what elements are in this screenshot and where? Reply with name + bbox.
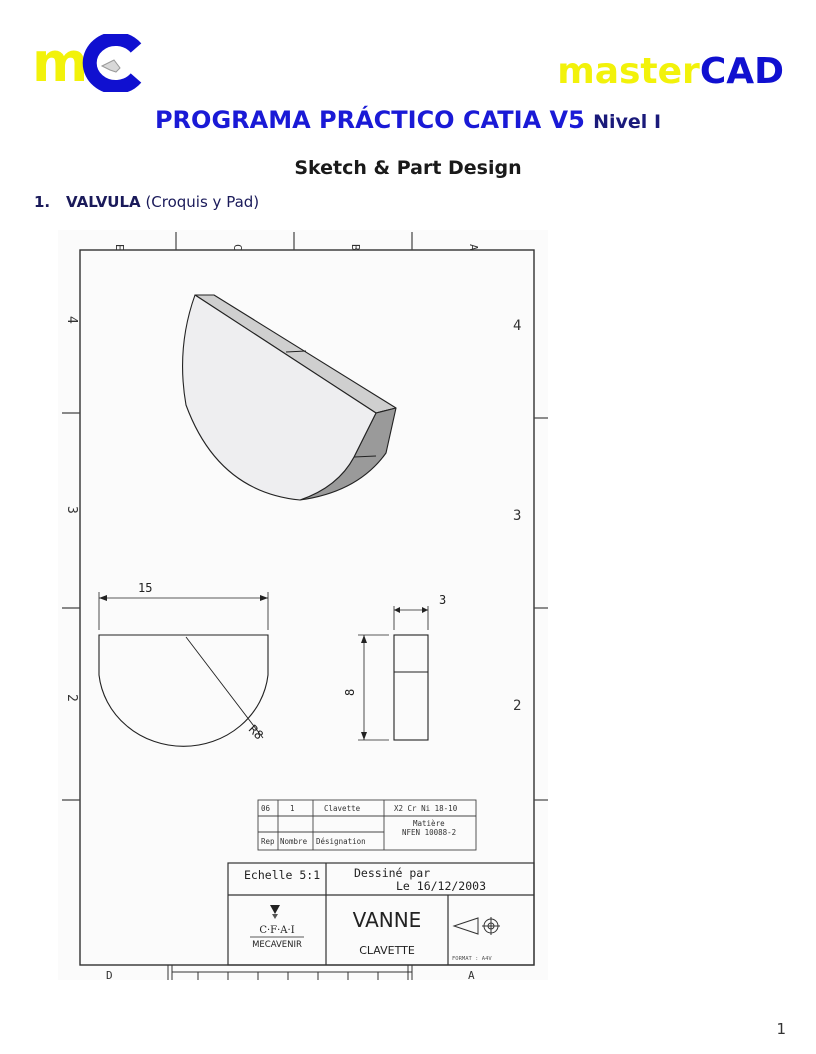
border-number-right-3: 3 [513,508,522,524]
dim-height-label: 8 [343,688,357,696]
bom-header-rep: Rep [261,837,275,846]
border-letter-top-3: B [349,244,362,251]
section-number: 1. [34,193,51,211]
part-name: CLAVETTE [359,944,415,957]
bom-material-label: Matière [413,819,445,828]
logo-c-icon [80,34,146,92]
dim-thickness-label: 3 [439,593,447,607]
section-note: (Croquis y Pad) [145,193,260,211]
dim-radius-label: R8 [245,722,266,743]
company-subname: MECAVENIR [252,940,302,950]
border-letter-bottom-2: A [468,969,475,980]
border-letter-top-1: E [113,244,126,251]
bom-header-designation: Désignation [316,837,366,846]
logo-cad-text: CAD [699,51,784,92]
mc-logo [32,28,162,98]
border-letter-top-4: A [467,244,480,251]
bom-material-value: X2 Cr Ni 18-10 [394,804,458,813]
dim-width-label: 15 [138,581,153,595]
border-letter-bottom-1: D [106,969,113,980]
border-number-left-3: 3 [64,506,79,514]
title-block-date: Le 16/12/2003 [396,879,487,893]
document-subtitle: Sketch & Part Design [294,157,522,179]
border-number-left-2: 2 [64,694,79,702]
format-label: FORMAT : A4V [452,956,492,962]
border-number-right-2: 2 [513,698,522,714]
bom-designation-value: Clavette [324,804,361,813]
title-block-drawn-by: Dessiné par [354,866,431,880]
mastercad-logo [557,52,784,92]
border-number-left-4: 4 [64,316,79,324]
bom-rep-value: 06 [261,804,271,813]
technical-drawing [58,230,548,980]
title-level: Nivel I [593,111,662,133]
logo-master-text: master [557,51,700,92]
logo-m-letter: m [32,31,89,94]
company-name: C·F·A·I [259,925,295,936]
border-letter-top-2: C [231,244,244,251]
document-title [0,106,816,134]
bom-header-nombre: Nombre [280,837,308,846]
title-main: PROGRAMA PRÁCTICO CATIA V5 [154,106,585,134]
bom-material-std: NFEN 10088-2 [402,828,457,837]
section-name: VALVULA [66,193,141,211]
section-heading [34,193,259,211]
bom-qty-value: 1 [290,804,295,813]
title-block-scale: Echelle 5:1 [244,868,321,882]
page-number: 1 [776,1020,786,1038]
part-title: VANNE [352,908,422,932]
border-number-right-4: 4 [513,318,522,334]
